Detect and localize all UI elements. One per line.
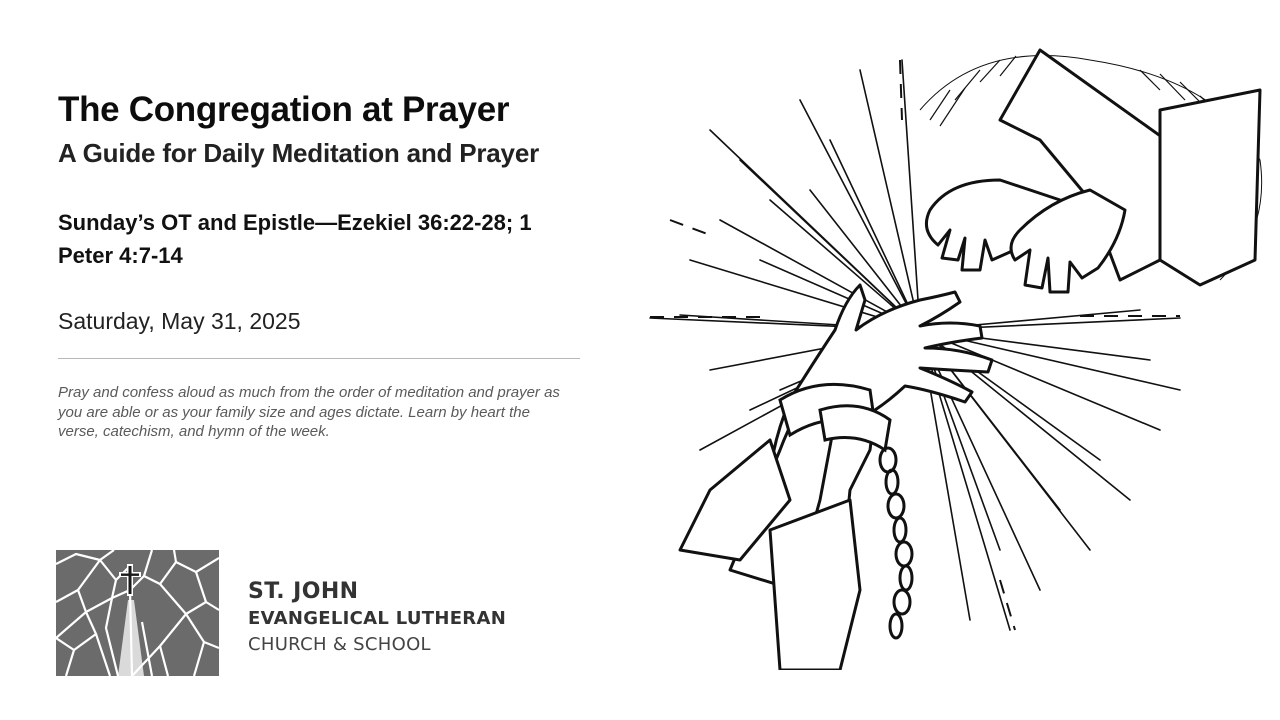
- page-title: The Congregation at Prayer: [58, 90, 510, 129]
- chained-hands-reaching-illustration-icon: [620, 30, 1280, 670]
- church-name: [248, 578, 506, 658]
- scripture-reading: Sunday’s OT and Epistle—Ezekiel 36:22-28; 1 Peter 4:7-14: [58, 210, 532, 268]
- church-name-line2: EVANGELICAL LUTHERAN: [248, 608, 507, 629]
- divider: [58, 358, 580, 359]
- instructions-text: Pray and confess aloud as much from the order of meditation and prayer as you are able or as your family size and ages dictate. Learn by heart the verse, catechism, and hymn of the week.: [58, 384, 560, 440]
- church-name-line1: ST. JOHN: [248, 579, 359, 604]
- stained-glass-cross-logo-icon: [56, 550, 219, 676]
- church-name-line3: CHURCH & SCHOOL: [248, 634, 431, 655]
- date-label: Saturday, May 31, 2025: [58, 308, 301, 334]
- page-subtitle: A Guide for Daily Meditation and Prayer: [58, 138, 539, 168]
